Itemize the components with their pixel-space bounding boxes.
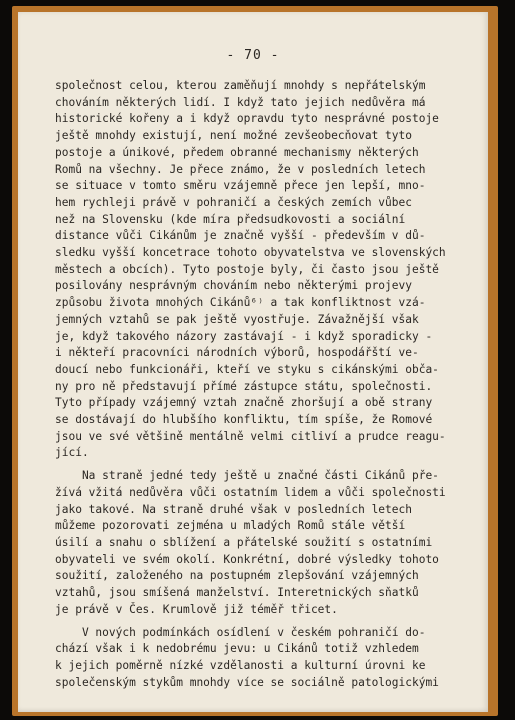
text-line: obyvateli ve svém okolí. Konkrétní, dobré výsledky tohoto: [55, 552, 439, 566]
text-line: můžeme pozorovati zejména u mladých Romů stále větší: [55, 519, 406, 533]
text-line: Romů na všechny. Je přece známo, že v posledních letech: [55, 162, 426, 176]
text-line: jako takové. Na straně druhé však v posledních letech: [55, 502, 412, 516]
text-line: distance vůči Cikánům je značně vyšší - především v dů-: [55, 229, 426, 243]
paragraph: [55, 78, 473, 462]
text-line: žívá vžitá nedůvěra vůči ostatním lidem a vůči společnosti: [55, 485, 446, 499]
text-line: jemných vztahů se pak ještě vyostřuje. Závažnější však: [55, 312, 419, 326]
text-line: se situace v tomto směru vzájemně přece jen lepší, mno-: [55, 179, 426, 193]
text-line: i někteří pracovníci národních výborů, hospodářští ve-: [55, 346, 419, 360]
text-line: městech a obcích). Tyto postoje byly, či často jsou ještě: [55, 262, 439, 276]
text-line: je, když takového názory zastávají - i když sporadicky -: [55, 329, 433, 343]
text-line: jící.: [55, 446, 89, 460]
document-page: [18, 12, 488, 712]
text-line: doucí nebo funkcionáři, kteří ve styku s cikánskými obča-: [55, 362, 439, 376]
text-line: jsou ve své většině mentálně velmi citliví a prudce reagu-: [55, 429, 446, 443]
page-number: - 70 -: [226, 48, 280, 63]
paragraph: [55, 625, 473, 692]
text-line: V nových podmínkách osídlení v českém pohraničí do-: [55, 625, 426, 639]
text-line: ny pro ně představují přímé zástupce státu, společnosti.: [55, 379, 433, 393]
text-line: sledku vyšší koncetrace tohoto obyvatelstva ve slovenských: [55, 246, 446, 260]
text-line: úsilí a snahu o sblížení a přátelské soužití s ostatními: [55, 535, 433, 549]
text-line: hem rychleji právě v pohraničí a českých zemích vůbec: [55, 195, 412, 209]
paragraph: [55, 468, 473, 618]
page-body: [55, 78, 473, 691]
text-line: Na straně jedné tedy ještě u značné části Cikánů pře-: [55, 469, 439, 483]
text-line: než na Slovensku (kde míra předsudkovosti a sociální: [55, 212, 406, 226]
text-line: společenským stykům mnohdy více se sociálně patologickými: [55, 675, 439, 689]
text-line: historické kořeny a i když opravdu tyto nesprávné postoje: [55, 112, 439, 126]
text-line: způsobu života mnohých Cikánů⁶⁾ a tak konfliktnost vzá-: [55, 296, 426, 310]
text-line: chováním některých lidí. I když tato jejich nedůvěra má: [55, 95, 426, 109]
text-line: ještě mnohdy existují, není možné zevšeobecňovat tyto: [55, 129, 412, 143]
text-line: společnost celou, kterou zaměňují mnohdy s nepřátelským: [55, 79, 426, 92]
text-line: je právě v Čes. Krumlově již téměř třicet.: [55, 602, 338, 616]
text-line: posilovány nesprávným chováním nebo některými projevy: [55, 279, 412, 293]
text-line: se dostávají do hlubšího konfliktu, tím spíše, že Romové: [55, 413, 433, 427]
text-line: k jejich poměrně nízké vzdělanosti a kulturní úrovni ke: [55, 658, 426, 672]
text-line: postoje a únikové, předem obranné mechanismy některých: [55, 145, 419, 159]
text-line: Tyto případy vzájemný vztah značně zhoršují a obě strany: [55, 396, 433, 410]
text-line: vztahů, jsou smíšená manželství. Interetnických sňatků: [55, 586, 419, 600]
text-line: chází však i k nedobrému jevu: u Cikánů totiž vzhledem: [55, 642, 419, 656]
text-line: soužití, založeného na postupném zlepšování vzájemných: [55, 569, 419, 583]
